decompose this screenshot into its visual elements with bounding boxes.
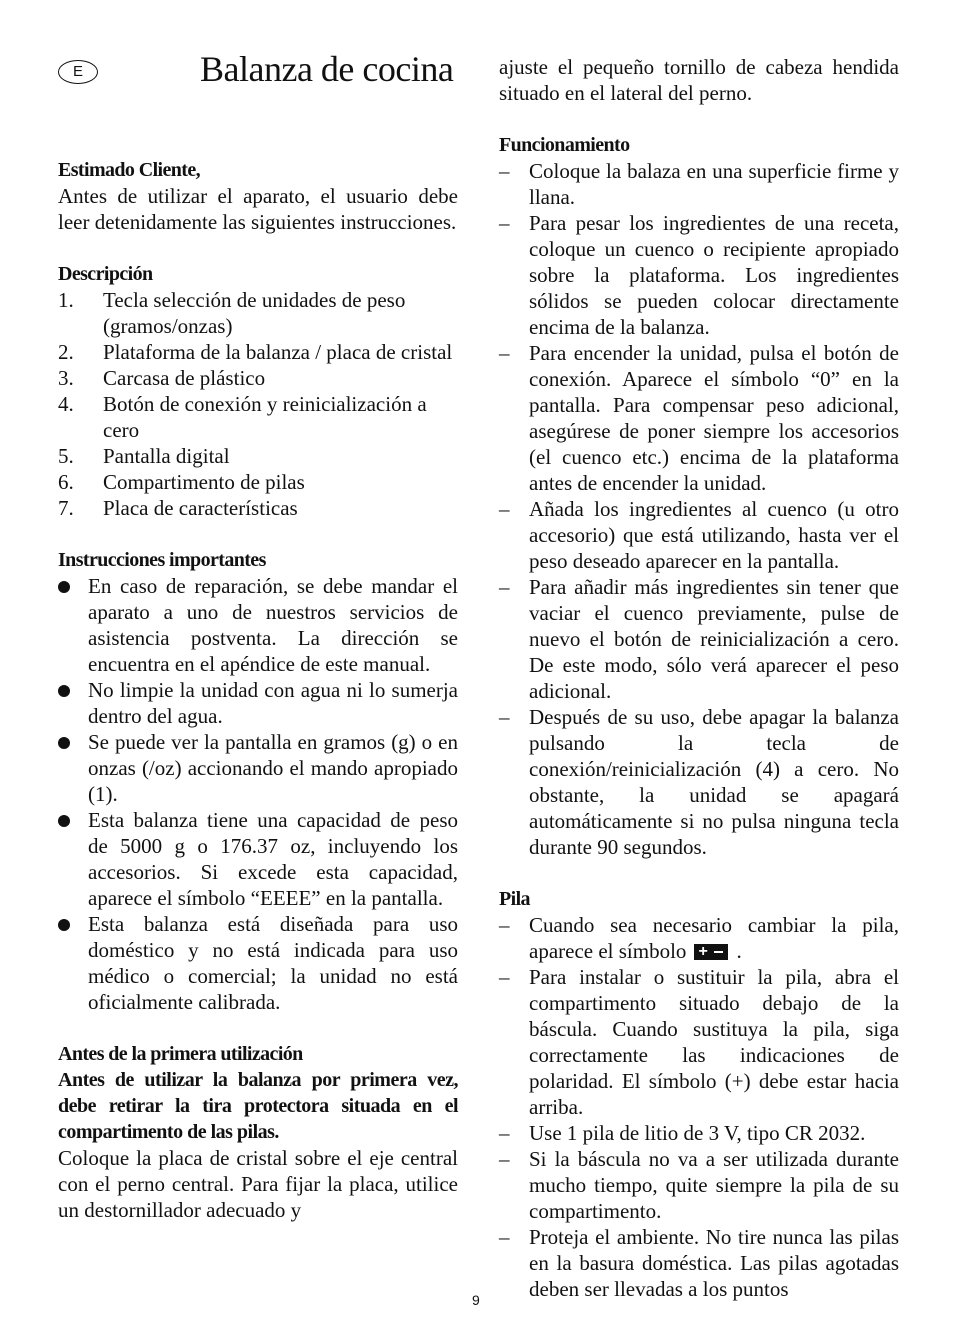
bullet-icon [58,581,70,593]
list-item: 5. Pantalla digital [58,444,230,468]
list-item: – Después de su uso, debe apagar la balanza pulsando la tecla de conexión/reinicialización (4) a cero. No obstante, la unidad se apagará automáticamente si no pulsa ninguna tecla durante 90 segundos. [499,705,899,859]
battery-icon [694,944,728,960]
first-use-heading: Antes de la primera utilización [58,1043,303,1065]
list-item: – Para instalar o sustituir la pila, abra el compartimento situado debajo de la báscula. Cuando sustituya la pila, siga correctamente las indicaciones de polaridad. El símbolo (+) debe estar hacia arriba. [499,965,899,1119]
battery-list [499,912,899,1302]
list-item: Esta balanza tiene una capacidad de peso de 5000 g o 176.37 oz, incluyendo los accesorios. Si excede esta capacidad, aparece el símbolo “EEEE” en la pantalla. [58,807,458,911]
operation-heading: Funcionamiento [499,134,630,156]
first-use-warning: Antes de utilizar la balanza por primera vez, debe retirar la tira protectora situada en el compartimento de las pilas. [58,1069,458,1143]
continuation-text: ajuste el pequeño tornillo de cabeza hendida situado en el lateral del perno. [499,55,899,105]
list-item: – Use 1 pila de litio de 3 V, tipo CR 2032. [499,1121,866,1145]
list-item: 6. Compartimento de pilas [58,470,305,494]
list-item: 3. Carcasa de plástico [58,366,266,390]
greeting-heading: Estimado Cliente, [58,159,201,181]
list-item: Se puede ver la pantalla en gramos (g) o en onzas (/oz) accionando el mando apropiado (1). [58,729,458,807]
battery-heading: Pila [499,888,530,910]
list-item: – Para añadir más ingredientes sin tener que vaciar el cuenco previamente, pulse de nuevo el botón de reinicialización a cero. De este modo, sólo verá aparecer el peso adicional. [499,575,899,703]
left-column [58,157,458,1223]
list-item: Esta balanza está diseñada para uso doméstico y no está indicada para uso médico o comercial; la unidad no está oficialmente calibrada. [58,911,458,1015]
list-item: – Para encender la unidad, pulsa el botón de conexión. Aparece el símbolo “0” en la pantalla. Para compensar peso adicional, asegúrese de poner siempre los accesorios (el cuenco etc.) encima de la plataforma antes de encender la unidad. [499,341,899,495]
list-item: – Para pesar los ingredientes de una receta, coloque un cuenco o recipiente apropiado sobre la plataforma. Los ingredientes sólidos se pueden colocar directamente encima de la balanza. [499,211,899,339]
bullet-icon [58,737,70,749]
list-item: En caso de reparación, se debe mandar el aparato a uno de nuestros servicios de asistencia postventa. La dirección se encuentra en el apéndice de este manual. [58,573,458,677]
right-column [499,54,899,1302]
page-title: Balanza de cocina [200,49,454,89]
list-item: No limpie la unidad con agua ni lo sumerja dentro del agua. [58,677,458,729]
list-item: 7. Placa de características [58,496,298,520]
description-list [58,287,458,521]
bullet-icon [58,815,70,827]
important-list [58,573,458,1015]
description-heading: Descripción [58,263,153,285]
list-item: – Cuando sea necesario cambiar la pila, aparece el símbolo+ . [499,912,899,964]
list-item: – Añada los ingredientes al cuenco (u otro accesorio) que está utilizando, hasta ver el peso deseado aparecer en la pantalla. [499,497,899,573]
important-heading: Instrucciones importantes [58,549,266,571]
list-item: – Coloque la balaza en una superficie firme y llana. [499,159,899,209]
language-badge: E [58,60,98,84]
list-item: 4. Botón de conexión y reinicialización a cero [58,392,427,442]
first-use-text: Coloque la placa de cristal sobre el eje central con el perno central. Para fijar la placa, utilice un destornillador adecuado y [58,1146,458,1222]
list-item: – Proteja el ambiente. No tire nunca las pilas en la basura doméstica. Las pilas agotadas deben ser llevadas a los puntos [499,1225,899,1301]
list-item: 2. Plataforma de la balanza / placa de cristal [58,340,453,364]
bullet-icon [58,685,70,697]
list-item: – Si la báscula no va a ser utilizada durante mucho tiempo, quite siempre la pila de su compartimento. [499,1147,899,1223]
bullet-icon [58,919,70,931]
greeting-text: Antes de utilizar el aparato, el usuario debe leer detenidamente las siguientes instrucciones. [58,184,458,234]
operation-list [499,158,899,860]
list-item: 1. Tecla selección de unidades de peso (gramos/onzas) [58,288,406,338]
page-number: 9 [472,1292,480,1308]
